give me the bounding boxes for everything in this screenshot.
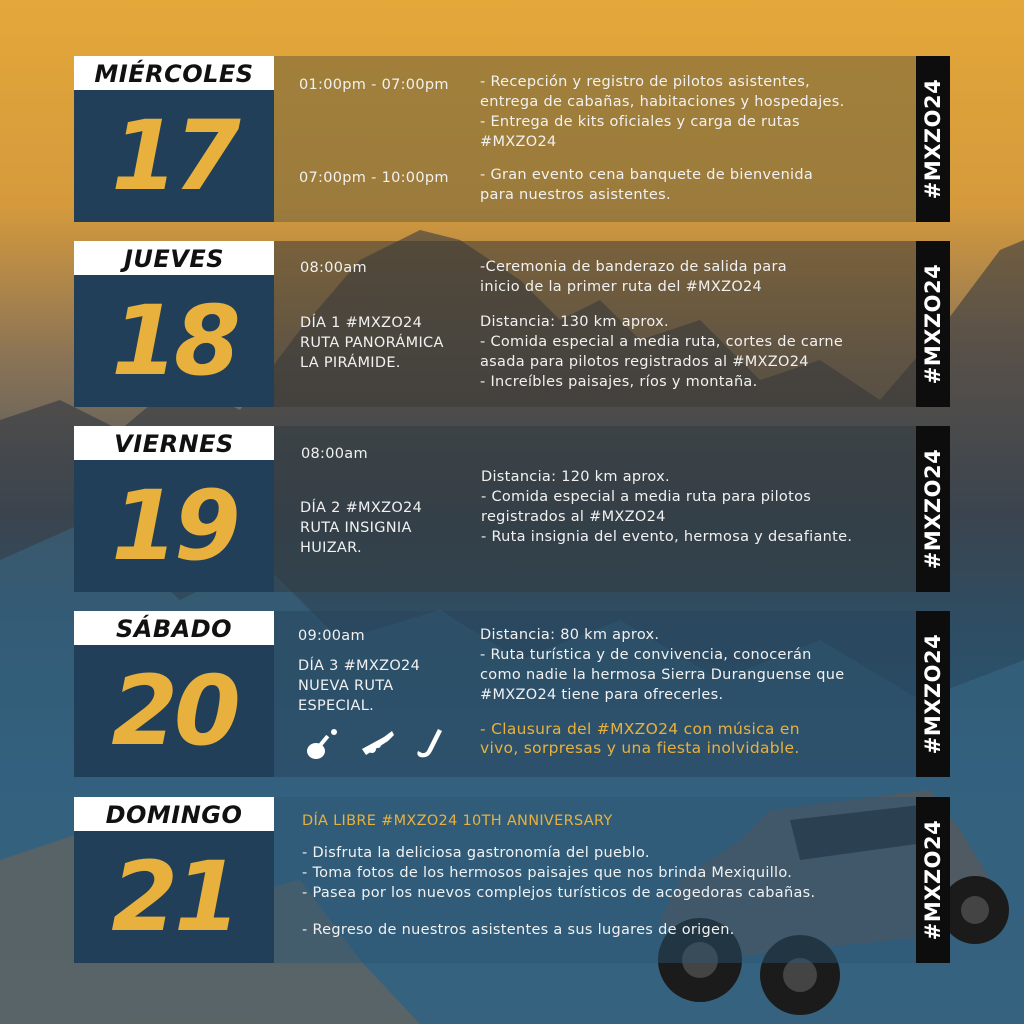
hashtag-tab [916, 797, 950, 963]
day-name: MIÉRCOLES [74, 56, 274, 90]
day-row-friday [74, 426, 950, 592]
hashtag-label: #MXZO24 [921, 78, 945, 200]
hashtag-label: #MXZO24 [921, 263, 945, 385]
schedule-line: para nuestros asistentes. [480, 187, 671, 203]
schedule-line: - Toma fotos de los hermosos paisajes que nos brinda Mexiquillo. [302, 865, 793, 881]
day-box [74, 241, 274, 407]
free-day-heading: DÍA LIBRE #MXZO24 10TH ANNIVERSARY [302, 813, 613, 829]
route-line: ESPECIAL. [298, 698, 374, 714]
day-box [74, 797, 274, 963]
route-line: NUEVA RUTA [298, 678, 394, 694]
hashtag-label: #MXZO24 [921, 633, 945, 755]
schedule-line: inicio de la primer ruta del #MXZO24 [480, 279, 763, 295]
schedule-line: - Regreso de nuestros asistentes a sus lugares de origen. [302, 922, 735, 938]
route-line: DÍA 2 #MXZO24 [300, 500, 423, 516]
day-box [74, 611, 274, 777]
guitar-icon [304, 727, 344, 763]
schedule-line: -Ceremonia de banderazo de salida para [480, 259, 787, 275]
hashtag-tab [916, 56, 950, 222]
hashtag-label: #MXZO24 [921, 819, 945, 941]
schedule-line: Distancia: 120 km aprox. [481, 469, 670, 485]
schedule-panel [274, 426, 916, 592]
schedule-line: asada para pilotos registrados al #MXZO24 [480, 354, 809, 370]
schedule-line: como nadie la hermosa Sierra Duranguense que [480, 667, 845, 683]
time-slot: 01:00pm - 07:00pm [299, 77, 449, 93]
day-number: 17 [111, 100, 237, 212]
time-slot: 08:00am [300, 260, 367, 276]
closing-highlight: vivo, sorpresas y una fiesta inolvidable. [480, 739, 800, 757]
hashtag-label: #MXZO24 [921, 448, 945, 570]
schedule-line: - Recepción y registro de pilotos asistentes, [480, 74, 810, 90]
day-box [74, 426, 274, 592]
schedule-line: - Disfruta la deliciosa gastronomía del pueblo. [302, 845, 650, 861]
trumpet-icon [358, 727, 398, 763]
time-slot: 08:00am [301, 446, 368, 462]
schedule-line: - Comida especial a media ruta, cortes de carne [480, 334, 844, 350]
day-row-wednesday [74, 56, 950, 222]
day-number: 20 [111, 655, 237, 767]
day-number: 18 [111, 285, 237, 397]
route-line: DÍA 3 #MXZO24 [298, 658, 421, 674]
schedule-line: - Entrega de kits oficiales y carga de rutas [480, 114, 800, 130]
schedule-line: #MXZO24 [480, 134, 557, 150]
route-line: RUTA PANORÁMICA [300, 335, 444, 351]
schedule-line: - Gran evento cena banquete de bienvenida [480, 167, 814, 183]
time-slot: 07:00pm - 10:00pm [299, 170, 449, 186]
schedule-line: - Increíbles paisajes, ríos y montaña. [480, 374, 758, 390]
day-number: 19 [111, 470, 237, 582]
schedule-line: entrega de cabañas, habitaciones y hospedajes. [480, 94, 845, 110]
schedule-line: Distancia: 80 km aprox. [480, 627, 660, 643]
route-line: LA PIRÁMIDE. [300, 355, 401, 371]
day-name: VIERNES [74, 426, 274, 460]
hashtag-tab [916, 611, 950, 777]
saxophone-icon [412, 727, 452, 763]
day-name: SÁBADO [74, 611, 274, 645]
schedule-line: - Ruta turística y de convivencia, conocerán [480, 647, 812, 663]
schedule-line: #MXZO24 tiene para ofrecerles. [480, 687, 724, 703]
schedule-line: registrados al #MXZO24 [481, 509, 666, 525]
day-row-sunday [74, 797, 950, 963]
hashtag-tab [916, 241, 950, 407]
schedule-line: - Comida especial a media ruta para pilotos [481, 489, 812, 505]
schedule-line: - Ruta insignia del evento, hermosa y desafiante. [481, 529, 853, 545]
hashtag-tab [916, 426, 950, 592]
closing-highlight: - Clausura del #MXZO24 con música en [480, 720, 800, 738]
day-name: JUEVES [74, 241, 274, 275]
schedule-line: Distancia: 130 km aprox. [480, 314, 669, 330]
day-number: 21 [111, 841, 237, 953]
day-box [74, 56, 274, 222]
schedule-panel [274, 56, 916, 222]
schedule-panel [274, 611, 916, 777]
day-row-saturday [74, 611, 950, 777]
route-line: HUIZAR. [300, 540, 362, 556]
day-name: DOMINGO [74, 797, 274, 831]
route-line: DÍA 1 #MXZO24 [300, 315, 423, 331]
schedule-line: - Pasea por los nuevos complejos turísticos de acogedoras cabañas. [302, 885, 816, 901]
day-row-thursday [74, 241, 950, 407]
schedule-panel [274, 241, 916, 407]
route-line: RUTA INSIGNIA [300, 520, 412, 536]
schedule-panel [274, 797, 916, 963]
time-slot: 09:00am [298, 628, 365, 644]
